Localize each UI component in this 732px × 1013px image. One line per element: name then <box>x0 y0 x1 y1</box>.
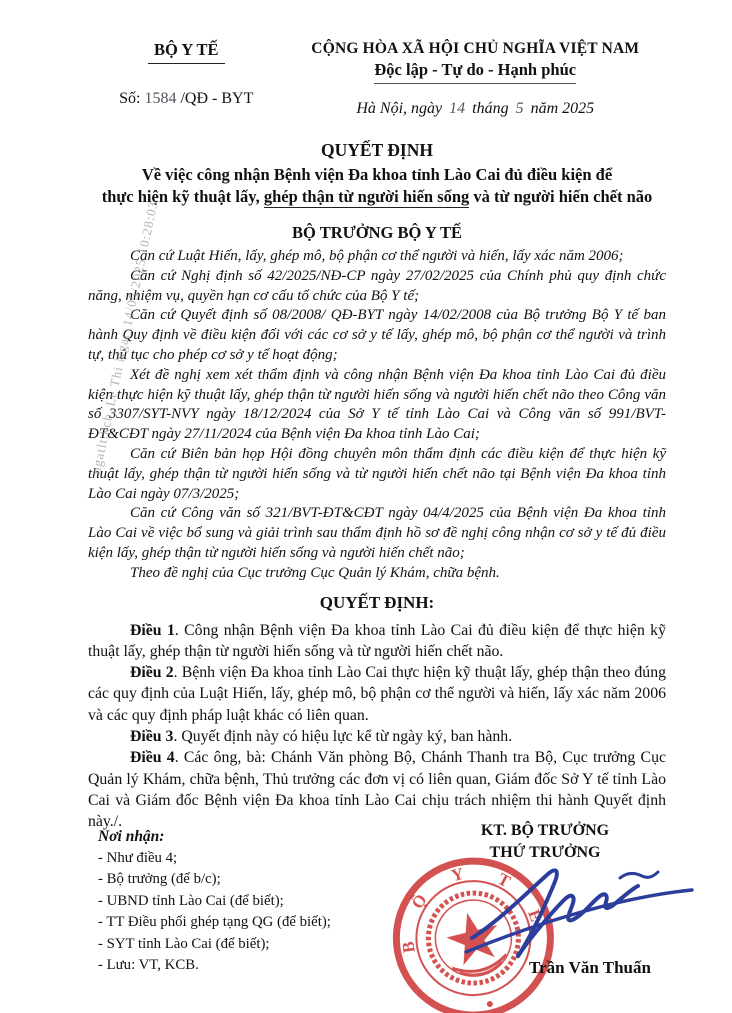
subject-line2 <box>88 186 666 208</box>
recipients-heading: Nơi nhận: <box>98 828 165 845</box>
date-month: 5 <box>515 100 524 117</box>
issuing-authority-heading: BỘ TRƯỞNG BỘ Y TẾ <box>292 223 462 242</box>
recipient-item: - TT Điều phối ghép tạng QG (để biết); <box>98 914 331 930</box>
date-middle: tháng <box>472 100 509 117</box>
svg-text:T: T <box>494 869 514 892</box>
article-paragraph <box>88 620 666 663</box>
signer-name: Trần Văn Thuấn <box>529 958 651 977</box>
date-day: 14 <box>449 100 466 117</box>
date-suffix: năm 2025 <box>530 100 595 117</box>
preamble-paragraph: Căn cứ Quyết định số 08/2008/ QĐ-BYT ngày 14/02/2008 của Bộ trưởng Bộ Y tế ban hành Quy định về điều kiện đối với các cơ sở y tế lấy, ghép mô, bộ phận cơ thể người và trình tự, thủ tục cho phép cơ sở y tế hoạt động; <box>88 307 666 363</box>
national-motto-line2: Độc lập - Tự do - Hạnh phúc <box>374 60 576 84</box>
article-label: Điều 2 <box>130 664 174 682</box>
article-paragraph <box>88 662 666 726</box>
articles-section <box>88 620 666 833</box>
date-prefix: Hà Nội, ngày <box>356 100 443 117</box>
preamble-paragraph: Theo đề nghị của Cục trưởng Cục Quản lý Khám, chữa bệnh. <box>130 564 500 581</box>
svg-text:B: B <box>398 940 419 955</box>
article-paragraph <box>88 726 666 747</box>
subject-line1: Về việc công nhận Bệnh viện Đa khoa tỉnh Lào Cai đủ điều kiện để <box>141 165 613 184</box>
svg-text:Ộ: Ộ <box>407 890 431 913</box>
signer-title-line2: THỨ TRƯỞNG <box>489 844 601 861</box>
subject-line2-pre: thực hiện kỹ thuật lấy, <box>101 187 264 206</box>
article-text: . Các ông, bà: Chánh Văn phòng Bộ, Chánh Thanh tra Bộ, Cục trưởng Cục Quản lý Khám, chữa bệnh, Thủ trưởng các đơn vị có liên quan, Giám đốc Sở Y tế tỉnh Lào Cai và Giám đốc Bệnh viện Đa khoa tỉnh Lào Cai chịu trách nhiệm thi hành Quyết định này./. <box>88 749 666 831</box>
issuing-org: BỘ Y TẾ <box>148 40 225 64</box>
header-left-column <box>88 40 285 118</box>
document-number <box>88 90 285 108</box>
article-label: Điều 1 <box>130 621 175 639</box>
recipients-list <box>98 848 331 977</box>
article-label: Điều 4 <box>130 749 175 767</box>
national-motto-line1: CỘNG HÒA XÃ HỘI CHỦ NGHĨA VIỆT NAM <box>311 40 640 57</box>
recipient-item: - Bộ trưởng (để b/c); <box>98 871 221 887</box>
document-subject <box>88 164 666 208</box>
doc-number-value: 1584 <box>144 90 177 107</box>
place-and-date <box>285 100 666 118</box>
subject-line2-post: và từ người hiến chết não <box>469 187 653 206</box>
preamble-paragraph: Căn cứ Luật Hiến, lấy, ghép mô, bộ phận cơ thể người và hiến, lấy xác năm 2006; <box>130 248 624 264</box>
preamble-paragraph: Căn cứ Công văn số 321/BVT-ĐT&CĐT ngày 04/4/2025 của Bệnh viện Đa khoa tỉnh Lào Cai về việc bổ sung và giải trình sau thẩm định hồ sơ đề nghị công nhận cơ sở y tế đủ điều kiện lấy, ghép thận từ người hiến sống và người hiến chết não; <box>88 505 666 561</box>
doc-number-suffix: /QĐ - BYT <box>180 90 254 107</box>
article-text: . Quyết định này có hiệu lực kể từ ngày ký, ban hành. <box>173 728 513 746</box>
subject-line2-underlined: ghép thận từ người hiến sống <box>263 187 470 206</box>
preamble-section <box>88 247 666 584</box>
recipients-block <box>98 826 331 977</box>
article-text: . Công nhận Bệnh viện Đa khoa tỉnh Lào Cai đủ điều kiện để thực hiện kỹ thuật lấy, ghép thận từ người hiến sống và từ người hiến chết não. <box>88 621 666 660</box>
digital-signature-watermark: ngatlt.kcb_Le Thi Ngat_14/05/2025 10:28:03 <box>88 199 161 476</box>
recipient-item: - Như điều 4; <box>98 849 178 866</box>
decision-heading: QUYẾT ĐỊNH: <box>319 592 435 612</box>
signer-title-line1: KT. BỘ TRƯỞNG <box>480 822 610 839</box>
svg-text:Y: Y <box>449 863 466 886</box>
article-text: . Bệnh viện Đa khoa tỉnh Lào Cai thực hiện kỹ thuật lấy, ghép thận theo đúng các quy định của Luật Hiến, lấy, ghép mô, bộ phận cơ thể người và hiến, lấy xác năm 2006 và các quy định pháp luật khác có liên quan. <box>88 664 666 724</box>
document-kind-title: QUYẾT ĐỊNH <box>321 140 433 160</box>
preamble-paragraph: Căn cứ Nghị định số 42/2025/NĐ-CP ngày 27/02/2025 của Chính phủ quy định chức năng, nhiệm vụ, quyền hạn cơ cấu tổ chức của Bộ Y tế; <box>88 267 666 304</box>
preamble-paragraph: Căn cứ Biên bản họp Hội đồng chuyên môn thẩm định các điều kiện để thực hiện kỹ thuật lấy, ghép thận từ người hiến sống và từ người hiến chết não tại Bệnh viện Đa khoa tỉnh Lào Cai ngày 07/3/2025; <box>88 445 666 502</box>
preamble-paragraph: Xét đề nghị xem xét thẩm định và công nhận Bệnh viện Đa khoa tỉnh Lào Cai đủ điều kiện thực hiện kỹ thuật lấy, ghép thận từ người hiến sống và người hiến chết não theo Công văn số 3307/SYT-NVY ngày 18/12/2024 của Sở Y tế tỉnh Lào Cai và Công văn số 991/BVT-ĐT&CĐT ngày 27/11/2024 của Bệnh viện Đa khoa tỉnh Lào Cai; <box>88 366 666 443</box>
recipient-item: - UBND tỉnh Lào Cai (để biết); <box>98 892 284 909</box>
svg-text:Ế: Ế <box>524 907 546 925</box>
header-right-column <box>285 40 666 118</box>
doc-number-label: Số: <box>119 90 141 107</box>
recipient-item: - Lưu: VT, KCB. <box>98 957 199 973</box>
document-header <box>88 40 666 118</box>
signature-block <box>398 820 700 977</box>
signature-stroke-icon <box>460 860 700 970</box>
recipient-item: - SYT tỉnh Lào Cai (để biết); <box>98 935 270 952</box>
signer-title <box>400 820 690 864</box>
article-label: Điều 3 <box>130 728 174 746</box>
